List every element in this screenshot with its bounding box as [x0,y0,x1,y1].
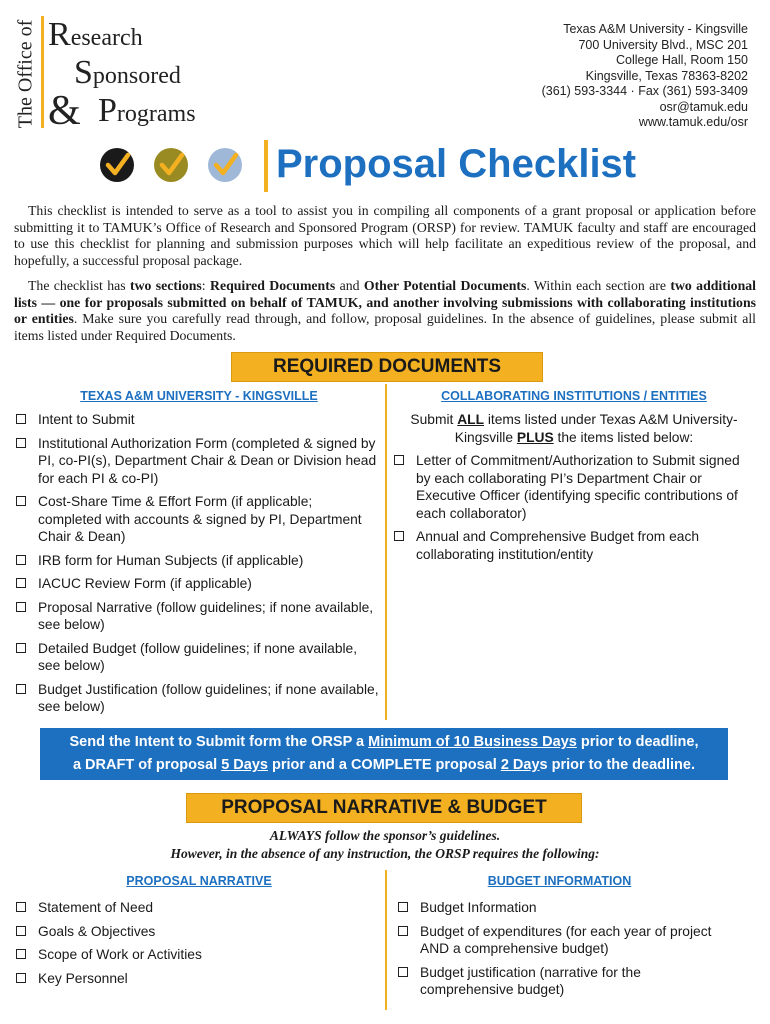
title-divider [264,140,268,192]
required-documents-banner: REQUIRED DOCUMENTS [231,352,543,382]
list-item: Statement of Need [14,899,379,917]
list-item: IACUC Review Form (if applicable) [14,575,379,593]
checkbox[interactable] [16,949,26,959]
checkbox[interactable] [16,438,26,448]
address-city: Kingsville, Texas 78363-8202 [585,68,748,83]
list-item: Budget justification (narrative for the comprehensive budget) [396,964,736,999]
list-item: Letter of Commitment/Authorization to Submit signed by each collaborating PI’s Department Chair or Executive Officer (identifying specific contributions of each collaborator) [392,452,750,522]
list-item: Intent to Submit [14,411,379,429]
logo-vertical-text: The Office of [14,19,37,129]
collab-column-heading: COLLABORATING INSTITUTIONS / ENTITIES [441,389,707,403]
logo-divider [41,16,44,128]
checkbox[interactable] [16,926,26,936]
list-item: Budget Justification (follow guidelines; if none available, see below) [14,681,379,716]
checkbox[interactable] [16,578,26,588]
address-block [542,22,748,131]
list-item: IRB form for Human Subjects (if applicable) [14,552,379,570]
collab-instructions: Submit ALL items listed under Texas A&M University-Kingsville PLUS the items listed below: [410,412,738,445]
narrative-budget-banner: PROPOSAL NARRATIVE & BUDGET [186,793,582,823]
check-circle-icon [206,146,244,184]
checkbox[interactable] [398,902,408,912]
checkbox[interactable] [394,531,404,541]
list-item: Detailed Budget (follow guidelines; if none available, see below) [14,640,379,675]
address-phone: (361) 593-3344 · Fax (361) 593-3409 [541,84,748,98]
checkbox[interactable] [16,973,26,983]
address-building: College Hall, Room 150 [615,53,748,67]
tamuk-column-heading: TEXAS A&M UNIVERSITY - KINGSVILLE [80,389,318,403]
deadline-notice [40,728,728,780]
intro-paragraph-2: The checklist has two sections: Required Documents and Other Potential Documents. Within each section are two additional lists — one for proposals submitted on behalf of TAMUK, and another involving submissions with collaborating institutions or entities. Make sure you carefully read through, and follow, proposal guidelines. In the absence of guidelines, please submit all items listed under Required Documents. [14,278,756,343]
list-item: Cost-Share Time & Effort Form (if applicable; completed with accounts & signed by PI, Department Chair & Dean) [14,493,379,546]
list-item: Proposal Narrative (follow guidelines; if none available, see below) [14,599,379,634]
checkbox[interactable] [16,643,26,653]
list-item: Annual and Comprehensive Budget from each collaborating institution/entity [392,528,750,563]
list-item: Scope of Work or Activities [14,946,379,964]
checkbox[interactable] [16,555,26,565]
guidelines-note: ALWAYS follow the sponsor’s guidelines. [269,828,501,843]
address-email[interactable]: osr@tamuk.edu [659,99,748,114]
narrative-list [14,899,379,993]
logo-sponsored: Sponsored [74,54,181,91]
logo-research: Research [48,16,143,53]
list-item: Goals & Objectives [14,923,379,941]
checkbox[interactable] [398,967,408,977]
list-item: Institutional Authorization Form (completed & signed by PI, co-PI(s), Department Chair & Dean or Division head for each PI & co-PI) [14,435,379,488]
address-website[interactable]: www.tamuk.edu/osr [638,115,748,129]
address-university: Texas A&M University - Kingsville [563,22,748,36]
budget-column-heading: BUDGET INFORMATION [487,874,632,888]
page-title: Proposal Checklist [276,142,637,186]
list-item: Key Personnel [14,970,379,988]
check-icons [98,146,248,190]
checkbox[interactable] [16,496,26,506]
budget-list [396,899,736,1005]
column-divider [385,870,387,1010]
check-circle-icon [98,146,136,184]
deadline-line-2: a DRAFT of proposal 5 Days prior and a COMPLETE proposal 2 Days prior to the deadline. [72,757,696,773]
logo-programs: Programs [98,92,196,129]
checkbox[interactable] [16,684,26,694]
column-divider [385,384,387,720]
checkbox[interactable] [394,455,404,465]
collab-required-list [392,452,750,569]
intro-paragraph-1: This checklist is intended to serve as a tool to assist you in compiling all components of a grant proposal or application before submitting it to TAMUK’s Office of Research and Sponsored Program (ORSP) for review. TAMUK faculty and staff are encouraged to use this checklist for planning and submission purposes which will help facilitate an expeditious review of the proposal, and hopefully, a successful proposal package. [14,203,756,268]
orsp-logo [14,14,234,132]
checkbox[interactable] [16,414,26,424]
narrative-column-heading: PROPOSAL NARRATIVE [126,874,272,888]
deadline-line-1: Send the Intent to Submit form the ORSP a Minimum of 10 Business Days prior to deadline, [69,734,699,750]
checkbox[interactable] [16,902,26,912]
list-item: Budget of expenditures (for each year of project AND a comprehensive budget) [396,923,736,958]
check-circle-icon [152,146,190,184]
address-street: 700 University Blvd., MSC 201 [578,37,748,52]
checkbox[interactable] [398,926,408,936]
orsp-requirement-note: However, in the absence of any instruction, the ORSP requires the following: [170,846,600,861]
list-item: Budget Information [396,899,736,917]
logo-ampersand: & [48,88,81,134]
checkbox[interactable] [16,602,26,612]
tamuk-required-list [14,411,379,722]
